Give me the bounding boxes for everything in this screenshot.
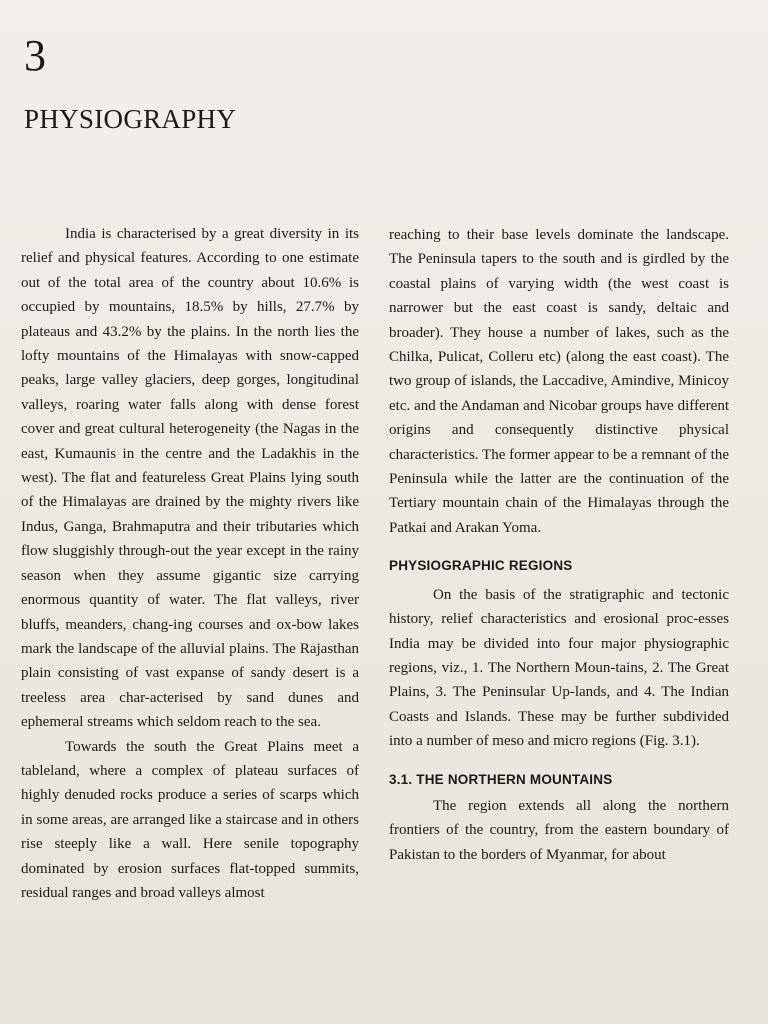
chapter-title: PHYSIOGRAPHY: [24, 104, 237, 134]
plateau-paragraph: Towards the south the Great Plains meet a tableland, where a complex of plateau surfaces of highly denuded rocks produce a series of scarps which in some areas, are arranged like a staircase and in others rise steeply like a wall. Here senile topography dominated by erosion surfaces flat-topped summits, residual ranges and broad valleys almost: [21, 738, 359, 901]
subsection-heading: 3.1. THE NORTHERN MOUNTAINS: [389, 771, 613, 787]
section-heading: PHYSIOGRAPHIC REGIONS: [389, 558, 573, 574]
left-column: [21, 222, 359, 905]
continuation-paragraph: reaching to their base levels dominate the landscape. The Peninsula tapers to the south and is girdled by the coastal plains of varying width (the west coast is narrower but the east coast is sandy, deltaic and broader). They house a number of lakes, such as the Chilka, Pulicat, Colleru etc) (along the east coast). The two group of islands, the Laccadive, Amindive, Minicoy etc. and the Andaman and Nicobar groups have different origins and consequently distinctive physical characteristics. The former appear to be a remnant of the Peninsula while the latter are the continuation of the Tertiary mountain chain of the Himalayas through the Patkai and Arakan Yoma.: [389, 227, 729, 536]
regions-paragraph: On the basis of the stratigraphic and tectonic history, relief characteristics and erosional proc-esses India may be divided into four major physiographic regions, viz., 1. The Northern Moun-tains, 2. The Great Plains, 3. The Peninsular Up-lands, and 4. The Indian Coasts and Islands. These may be further subdivided into a number of meso and micro regions (Fig. 3.1).: [389, 586, 729, 750]
intro-paragraph: India is characterised by a great diversity in its relief and physical features. According to one estimate out of the total area of the country about 10.6% is occupied by mountains, 18.5% by hills, 27.7% by plateaus and 43.2% by the plains. In the north lies the lofty mountains of the Himalayas with snow-capped peaks, large valley glaciers, deep gorges, longitudinal valleys, roaring water falls along with dense forest cover and great cultural heterogeneity (the Nagas in the east, Kumaunis in the centre and the Ladakhis in the west). The flat and featureless Great Plains lying south of the Himalayas are drained by the mighty rivers like Indus, Ganga, Brahmaputra and their tributaries which flow sluggishly through-out the year except in the rainy season when they assume gigantic size carrying enormous quantity of water. The flat valleys, river bluffs, meanders, chang-ing courses and ox-bow lakes mark the landscape of the alluvial plains. The Rajasthan plain consisting of vast expanse of sandy desert is a treeless area char-acterised by sand dunes and ephemeral streams which seldom reach to the sea.: [21, 226, 359, 731]
chapter-number: 3: [24, 31, 46, 80]
right-column: [389, 223, 729, 867]
northern-mountains-paragraph: The region extends all along the northern frontiers of the country, from the eastern boundary of Pakistan to the borders of Myanmar, for about: [389, 797, 729, 863]
